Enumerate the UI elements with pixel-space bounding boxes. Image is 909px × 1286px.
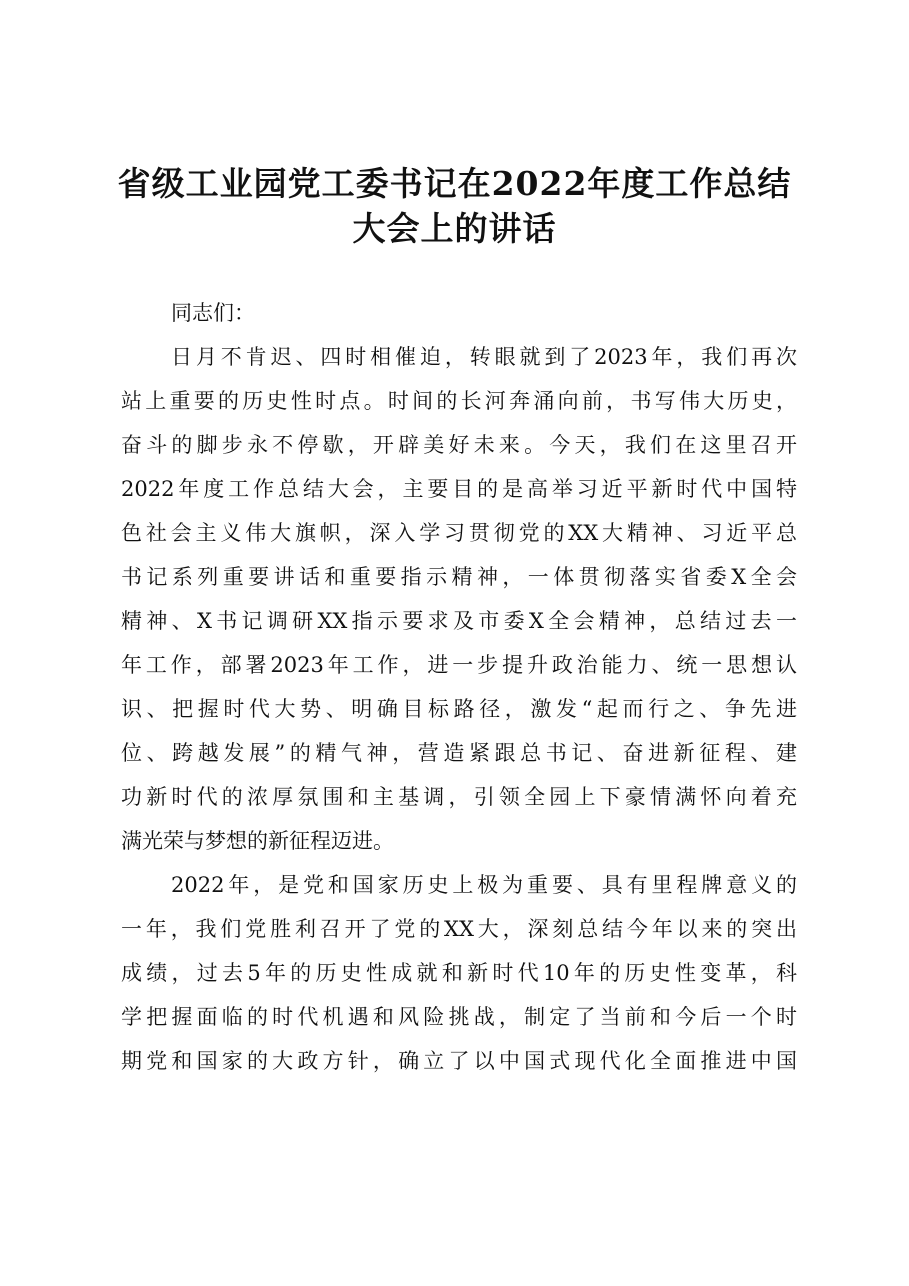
paragraph-1-line: 年工作，部署2023年工作，进一步提升政治能力、统一思想认 [121, 653, 797, 677]
document-title-line-2: 大会上的讲话 [352, 209, 557, 248]
paragraph-1-line: 2022年度工作总结大会，主要目的是高举习近平新时代中国特 [121, 477, 797, 501]
paragraph-1-line: 功新时代的浓厚氛围和主基调，引领全园上下豪情满怀向着充 [121, 785, 797, 809]
paragraph-1-line: 日月不肯迟、四时相催迫，转眼就到了2023年，我们再次 [171, 345, 797, 369]
paragraph-1-line: 奋斗的脚步永不停歇，开辟美好未来。今天，我们在这里召开 [121, 433, 797, 457]
paragraph-2-line: 2022年，是党和国家历史上极为重要、具有里程牌意义的 [171, 873, 797, 897]
paragraph-1-line: 书记系列重要讲话和重要指示精神，一体贯彻落实省委X全会 [121, 565, 797, 589]
paragraph-2-line: 一年，我们党胜利召开了党的XX大，深刻总结今年以来的突出 [121, 917, 797, 941]
paragraph-2-line: 成绩，过去5年的历史性成就和新时代10年的历史性变革，科 [121, 961, 797, 985]
paragraph-1-line: 位、跨越发展”的精气神，营造紧跟总书记、奋进新征程、建 [121, 741, 797, 765]
paragraph-2-line: 期党和国家的大政方针，确立了以中国式现代化全面推进中国 [121, 1049, 797, 1073]
paragraph-1-line: 精神、X书记调研XX指示要求及市委X全会精神，总结过去一 [121, 609, 797, 633]
paragraph-1-line: 满光荣与梦想的新征程迈进。 [121, 829, 394, 853]
paragraph-1-line: 识、把握时代大势、明确目标路径，激发“起而行之、争先进 [121, 697, 797, 721]
document-title-line-1: 省级工业园党工委书记在2022年度工作总结 [117, 164, 792, 203]
paragraph-1-line: 站上重要的历史性时点。时间的长河奔涌向前，书写伟大历史， [121, 389, 797, 413]
salutation: 同志们： [171, 301, 255, 325]
paragraph-1-line: 色社会主义伟大旗帜，深入学习贯彻党的XX大精神、习近平总 [121, 521, 797, 545]
paragraph-2-line: 学把握面临的时代机遇和风险挑战，制定了当前和今后一个时 [121, 1005, 797, 1029]
